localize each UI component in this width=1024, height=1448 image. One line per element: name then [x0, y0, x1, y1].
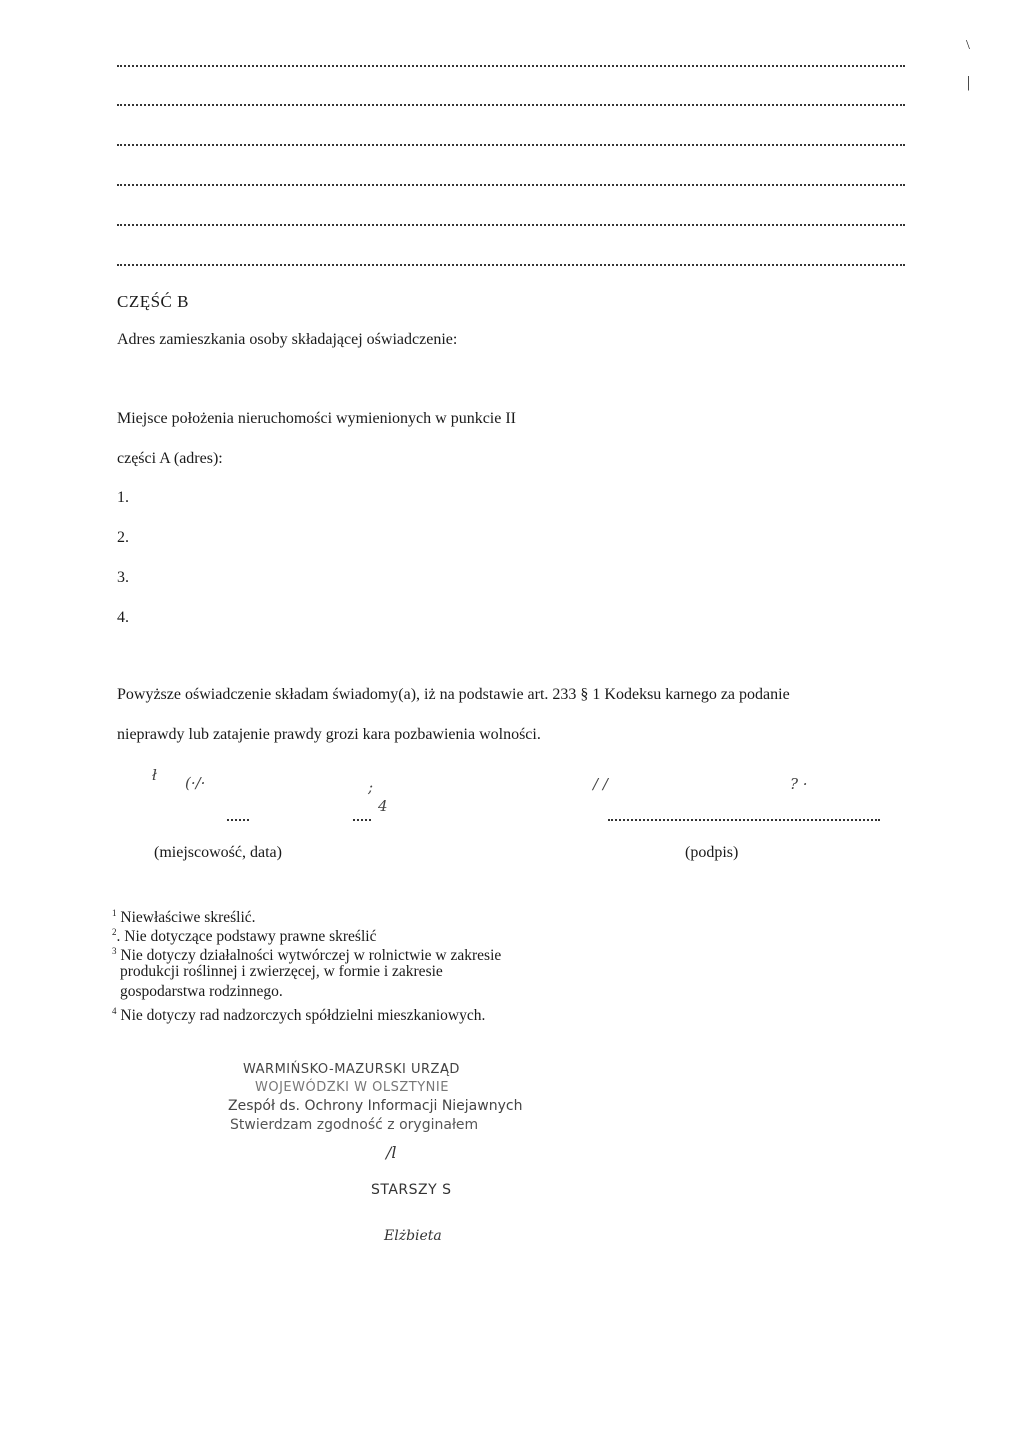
declaration-text: nieprawdy lub zatajenie prawdy grozi kara pozbawienia wolności.: [117, 726, 541, 743]
signature-line: [608, 819, 880, 821]
list-item: 2.: [117, 529, 129, 546]
place-date-line: [227, 819, 249, 821]
handwriting-mark: ? ·: [790, 775, 808, 793]
footnote-cont: gospodarstwa rodzinnego.: [120, 983, 283, 1000]
stamp-mark: /l: [386, 1143, 397, 1162]
footnote: $^3$ Nie dotyczy działalności wytwórczej w rolnictwie w zakresie: [112, 946, 502, 965]
blank-line: [117, 65, 905, 67]
handwriting-mark: 4: [378, 797, 388, 815]
handwriting-mark: (·/·: [185, 774, 206, 792]
declaration-text: Powyższe oświadczenie składam świadomy(a), iż na podstawie art. 233 § 1 Kodeksu karnego za podanie: [117, 686, 790, 703]
signature-label: (podpis): [685, 844, 739, 861]
handwriting-mark: ;: [368, 778, 374, 796]
blank-line: [117, 104, 905, 106]
property-location-label-cont: części A (adres):: [117, 450, 223, 467]
handwriting-mark: / /: [593, 775, 608, 793]
stamp-title: STARSZY S: [371, 1182, 452, 1198]
place-date-line: [353, 819, 371, 821]
blank-line: [117, 184, 905, 186]
address-label: Adres zamieszkania osoby składającej oświadczenie:: [117, 331, 458, 348]
blank-line: [117, 264, 905, 266]
place-date-label: (miejscowość, data): [154, 844, 282, 861]
blank-line: [117, 224, 905, 226]
margin-mark: \: [966, 38, 970, 53]
property-location-label: Miejsce położenia nieruchomości wymienionych w punkcie II: [117, 410, 516, 427]
list-item: 4.: [117, 609, 129, 626]
blank-line: [117, 144, 905, 146]
stamp-line: Stwierdzam zgodność z oryginałem: [230, 1117, 479, 1133]
stamp-line: WARMIŃSKO-MAZURSKI URZĄD: [243, 1062, 460, 1077]
list-item: 1.: [117, 489, 129, 506]
stamp-line: WOJEWÓDZKI W OLSZTYNIE: [255, 1080, 449, 1095]
stamp-name: Elżbieta: [384, 1228, 442, 1244]
footnote: $^2$. Nie dotyczące podstawy prawne skreślić: [112, 927, 377, 946]
list-item: 3.: [117, 569, 129, 586]
footnote-cont: produkcji roślinnej i zwierzęcej, w formie i zakresie: [120, 963, 443, 980]
handwriting-mark: ł: [152, 766, 157, 784]
section-heading: CZĘŚĆ B: [117, 292, 189, 311]
margin-mark: |: [967, 74, 971, 91]
footnote: $^4$ Nie dotyczy rad nadzorczych spółdzielni mieszkaniowych.: [112, 1006, 486, 1025]
stamp-line: Zespół ds. Ochrony Informacji Niejawnych: [228, 1098, 523, 1114]
footnote: $^1$ Niewłaściwe skreślić.: [112, 908, 256, 927]
